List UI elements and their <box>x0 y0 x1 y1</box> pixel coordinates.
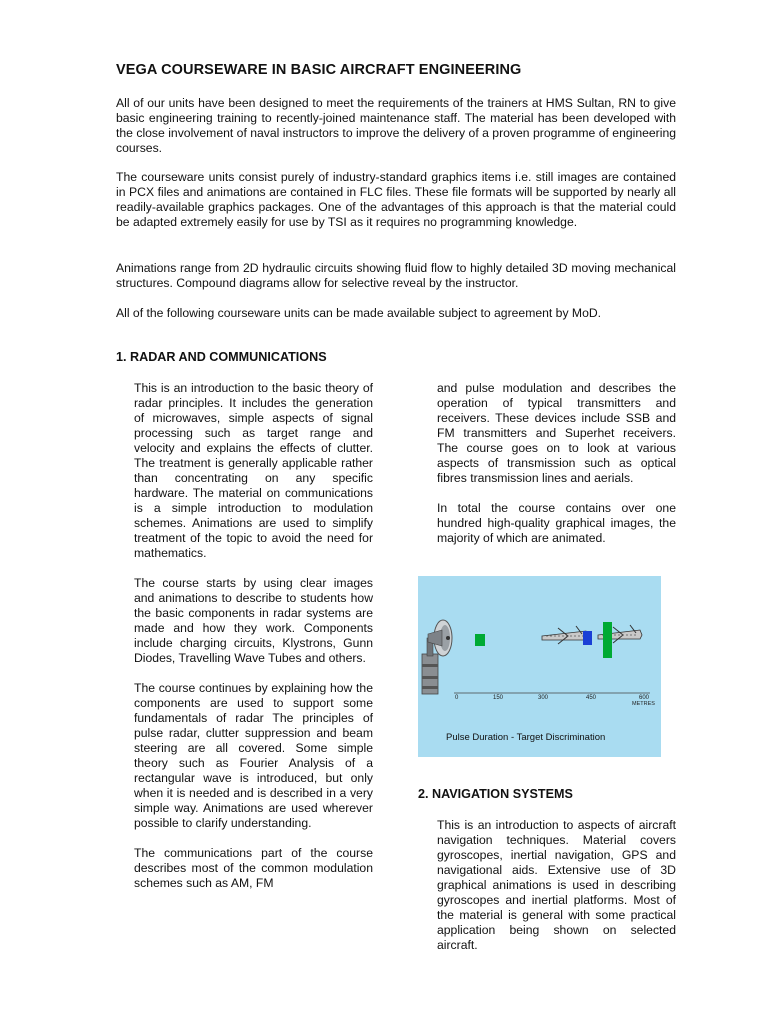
body-paragraph: This is an introduction to aspects of aircraft navigation techniques. Material covers gyroscopes, inertial navigation, GPS and navigational aids. Extensive use of 3D graphical animations is used in describing gyroscopes and inertial platforms. Most of the material is general with some practical application being shown on selected aircraft. <box>437 818 676 952</box>
section-heading-radar: 1. RADAR AND COMMUNICATIONS <box>116 350 327 364</box>
body-paragraph: and pulse modulation and describes the operation of typical transmitters and receivers. These devices include SSB and FM transmitters and Superhet receivers. The course goes on to look at various aspects of transmission such as optical fibres transmission lines and aerials. <box>437 381 676 485</box>
navigation-column <box>437 818 676 968</box>
scale-tick-label: 150 <box>493 695 504 701</box>
radar-pulse <box>475 634 485 646</box>
body-paragraph: The communications part of the course describes most of the common modulation schemes such as AM, FM <box>134 846 373 890</box>
radar-right-column <box>437 381 676 561</box>
section-heading-navigation: 2. NAVIGATION SYSTEMS <box>418 787 573 801</box>
radar-antenna-icon <box>422 620 452 694</box>
body-paragraph: This is an introduction to the basic theory of radar principles. It includes the generation of microwaves, simple aspects of signal processing such as target range and velocity and explains the effects of clutter. The treatment is generally applicable rather than concentrating on any specific hardware. The material on communications is a simple introduction to modulation schemes. Animations are used to simplify treatment of the topic to avoid the need for mathematics. <box>134 381 373 560</box>
body-paragraph: In total the course contains over one hundred high-quality graphical images, the majority of which are animated. <box>437 501 676 545</box>
radar-left-column <box>134 381 373 906</box>
intro-paragraph: All of our units have been designed to meet the requirements of the trainers at HMS Sultan, RN to give basic engineering training to recently-joined maintenance staff. The material has been developed with the close involvement of naval instructors to improve the delivery of a proven programme of engineering courses. <box>116 96 676 155</box>
radar-figure <box>418 576 661 757</box>
scale-tick-label: 600 <box>639 695 650 701</box>
scale-unit-label: METRES <box>632 701 655 707</box>
intro-paragraph: Animations range from 2D hydraulic circuits showing fluid flow to highly detailed 3D moving mechanical structures. Compound diagrams allow for selective reveal by the instructor. <box>116 261 676 290</box>
scale-tick-label: 300 <box>538 695 549 701</box>
document-title: VEGA COURSEWARE IN BASIC AIRCRAFT ENGINEERING <box>116 62 522 78</box>
scale-tick-label: 450 <box>586 695 597 701</box>
target-return <box>583 631 592 645</box>
body-paragraph: The course continues by explaining how the components are used to support some fundamentals of radar The principles of pulse radar, clutter suppression and beam steering are all covered. Some simple theory such as Fourier Analysis of a rectangular wave is introduced, but only when it is needed and is described in a very simple way. Animations are used wherever possible to clarify understanding. <box>134 681 373 830</box>
radar-pulse <box>603 622 612 658</box>
scale-tick-label: 0 <box>455 695 459 701</box>
intro-paragraph: The courseware units consist purely of industry-standard graphics items i.e. still images are contained in PCX files and animations are contained in FLC files. These file formats will be supported by nearly all readily-available graphics packages. One of the advantages of this approach is that the material could be adapted extremely easily for use by TSI as it requires no programming knowledge. <box>116 170 676 229</box>
aircraft-icon <box>542 626 588 644</box>
figure-caption: Pulse Duration - Target Discrimination <box>446 732 606 743</box>
intro-paragraph: All of the following courseware units can be made available subject to agreement by MoD. <box>116 306 602 320</box>
body-paragraph: The course starts by using clear images and animations to describe to students how the basic components in radar systems are made and how they work. Components include charging circuits, Klystrons, Gunn Diodes, Travelling Wave Tubes and others. <box>134 576 373 665</box>
radar-figure-graphic <box>418 576 661 757</box>
